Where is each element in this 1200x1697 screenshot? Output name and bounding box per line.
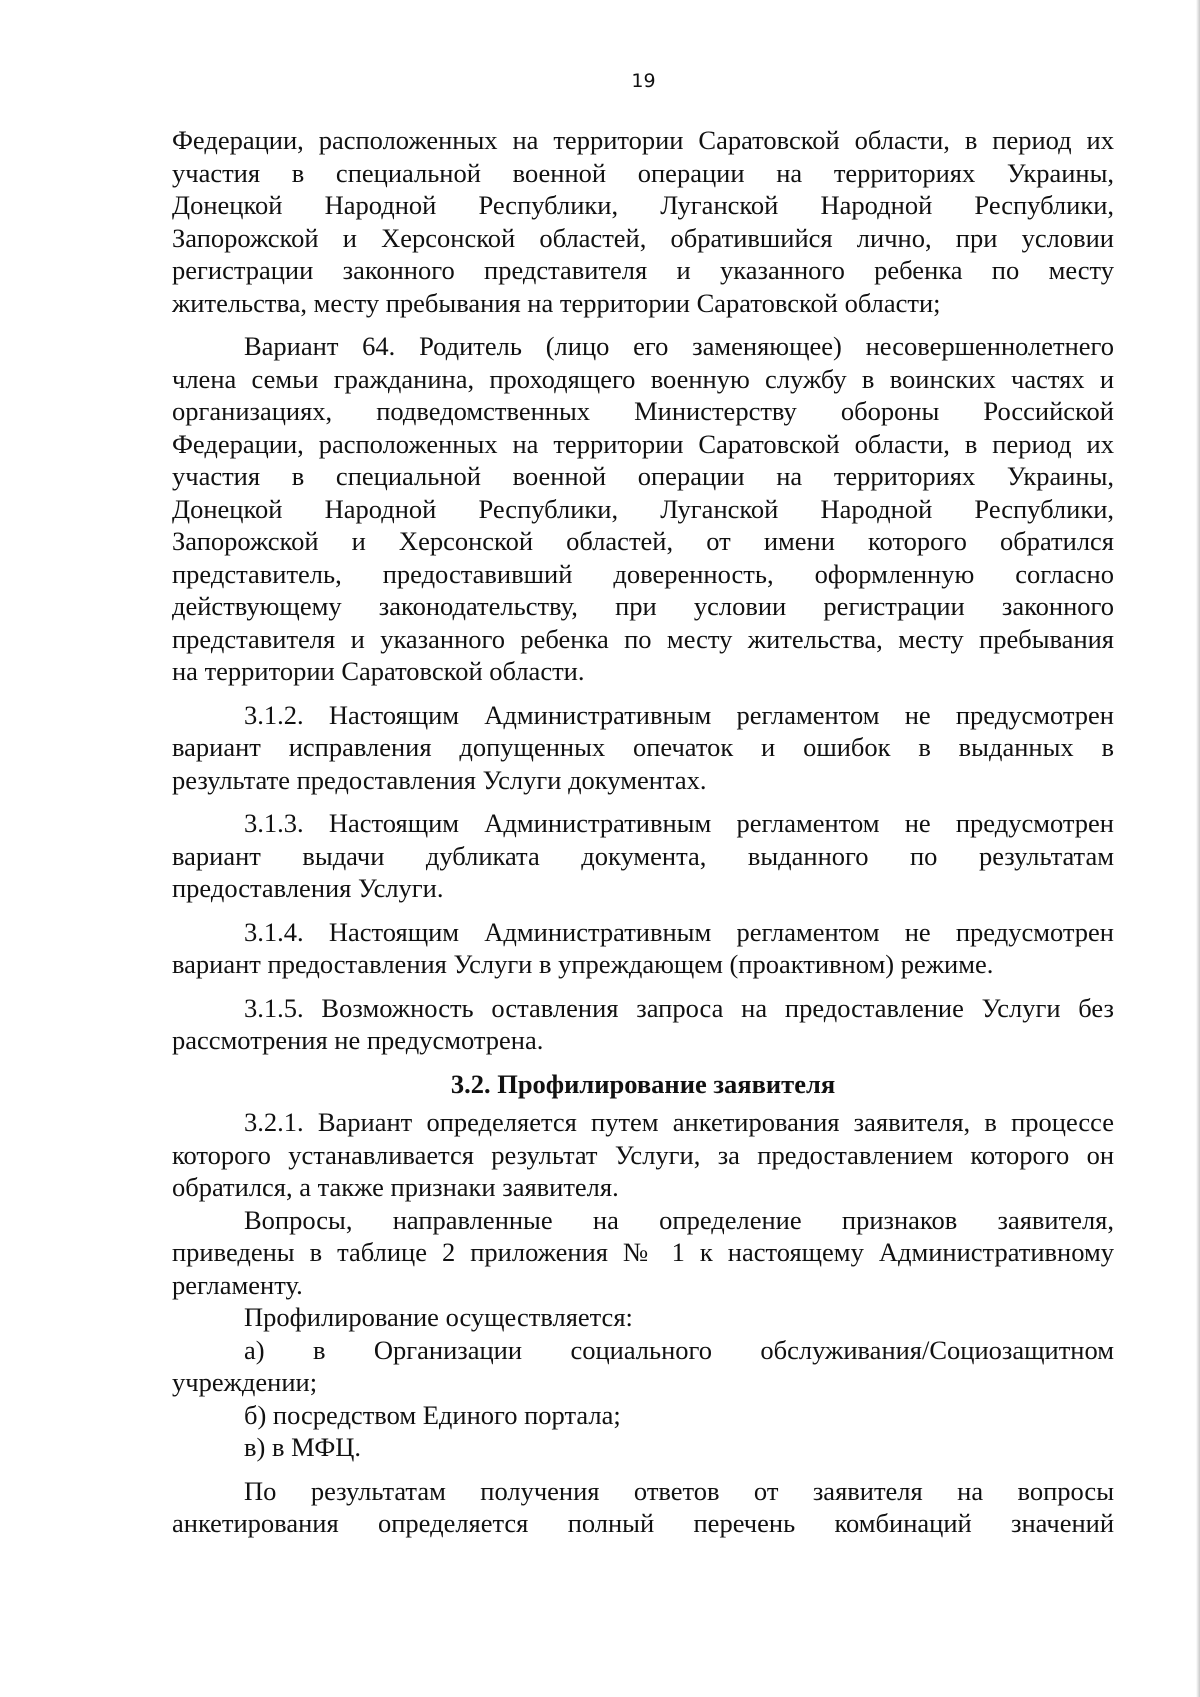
text-line: регламенту. — [172, 1269, 303, 1300]
text-line: Вопросы, направленные на определение признаков заявителя, — [244, 1204, 1114, 1235]
text-line: Донецкой Народной Республики, Луганской Народной Республики, — [172, 190, 1114, 220]
text-line: а) в Организации социального обслуживания/Социозащитном — [244, 1334, 1114, 1365]
text-line: результате предоставления Услуги документах. — [172, 764, 707, 795]
paragraph-3-1-2 — [172, 699, 1114, 797]
text-line: представитель, предоставивший доверенность, оформленную согласно — [172, 558, 1114, 589]
text-line: Вариант 64. Родитель (лицо его заменяющее) несовершеннолетнего — [244, 331, 1114, 361]
text-line: рассмотрения не предусмотрена. — [172, 1025, 544, 1055]
text-line: Профилирование осуществляется: — [244, 1302, 633, 1332]
text-line: участия в специальной военной операции на территориях Украины, — [172, 157, 1114, 188]
text-line: Донецкой Народной Республики, Луганской Народной Республики, — [172, 493, 1114, 524]
list-item-c — [172, 1431, 1114, 1464]
text-line: вариант предоставления Услуги в упреждающем (проактивном) режиме. — [172, 949, 994, 979]
text-line: 3.1.4. Настоящим Административным регламентом не предусмотрен — [244, 916, 1114, 947]
text-line: в) в МФЦ. — [244, 1432, 362, 1462]
text-line: приведены в таблице 2 приложения № 1 к настоящему Административному — [172, 1237, 1114, 1267]
text-line: жительства, месту пребывания на территории Саратовской области; — [172, 287, 941, 318]
paragraph-3-1-3 — [172, 807, 1114, 905]
text-line: учреждении; — [172, 1367, 318, 1397]
section-heading: 3.2. Профилирование заявителя — [450, 1068, 836, 1099]
text-line: действующему законодательству, при условии регистрации законного — [172, 591, 1114, 621]
paragraph-variant-64 — [172, 330, 1114, 688]
text-line: 3.1.2. Настоящим Административным регламентом не предусмотрен — [244, 699, 1114, 730]
paragraph-3-1-4 — [172, 916, 1114, 981]
paragraph-results — [172, 1475, 1114, 1540]
text-line: представителя и указанного ребенка по месту жительства, месту пребывания — [172, 623, 1114, 654]
text-line: Федерации, расположенных на территории Саратовской области, в период их — [172, 428, 1114, 459]
text-line: на территории Саратовской области. — [172, 656, 585, 686]
text-line: обратился, а также признаки заявителя. — [172, 1172, 619, 1202]
paragraph-3-2-1 — [172, 1106, 1114, 1204]
paragraph-3-1-5 — [172, 992, 1114, 1057]
text-line: члена семьи гражданина, проходящего военную службу в воинских частях и — [172, 363, 1114, 394]
paragraph-questions — [172, 1204, 1114, 1302]
text-line: Федерации, расположенных на территории Саратовской области, в период их — [172, 125, 1114, 155]
text-line: б) посредством Единого портала; — [244, 1399, 621, 1430]
text-line: анкетирования определяется полный перечень комбинаций значений — [172, 1508, 1114, 1538]
paragraph-profiling-intro — [172, 1301, 1114, 1334]
paragraph-continuation — [172, 124, 1114, 319]
text-line: 3.1.3. Настоящим Административным регламентом не предусмотрен — [244, 808, 1114, 838]
list-item-b — [172, 1399, 1114, 1432]
document-body — [172, 124, 1114, 1540]
text-line: По результатам получения ответов от заявителя на вопросы — [244, 1475, 1114, 1506]
text-line: вариант исправления допущенных опечаток и ошибок в выданных в — [172, 732, 1114, 762]
page-edge-shadow — [1196, 0, 1200, 1697]
text-line: Запорожской и Херсонской областей, обратившийся лично, при условии — [172, 222, 1114, 253]
text-line: 3.2.1. Вариант определяется путем анкетирования заявителя, в процессе — [244, 1107, 1114, 1137]
text-line: регистрации законного представителя и указанного ребенка по месту — [172, 255, 1114, 285]
text-line: Запорожской и Херсонской областей, от имени которого обратился — [172, 526, 1114, 556]
page-number: 19 — [631, 70, 656, 92]
text-line: организациях, подведомственных Министерству обороны Российской — [172, 396, 1114, 426]
text-line: предоставления Услуги. — [172, 873, 444, 903]
text-line: вариант выдачи дубликата документа, выданного по результатам — [172, 840, 1114, 871]
text-line: 3.1.5. Возможность оставления запроса на предоставление Услуги без — [244, 992, 1114, 1023]
list-item-a — [172, 1334, 1114, 1399]
text-line: участия в специальной военной операции на территориях Украины, — [172, 461, 1114, 491]
text-line: которого устанавливается результат Услуги, за предоставлением которого он — [172, 1139, 1114, 1170]
